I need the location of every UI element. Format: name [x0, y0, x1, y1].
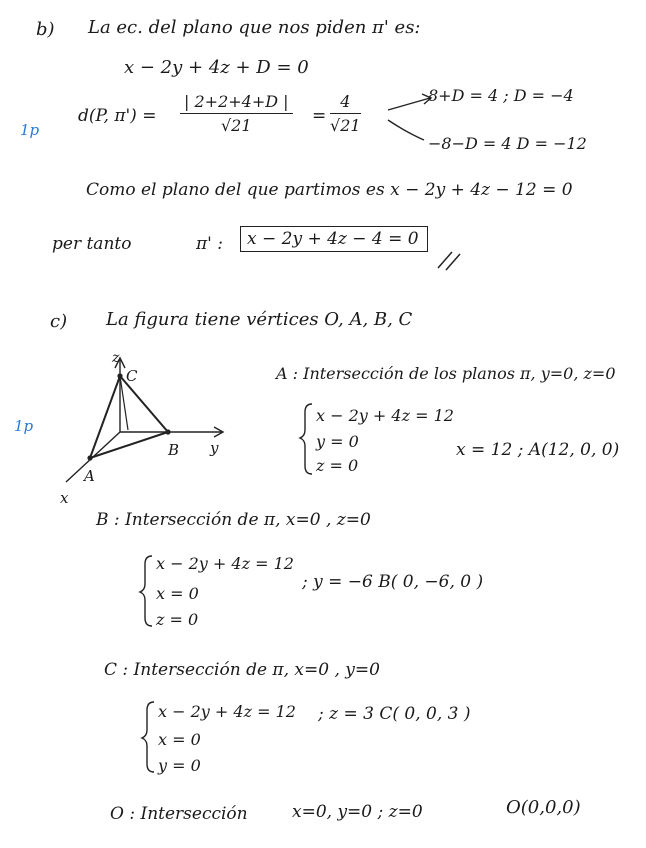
part-b-label: b) — [36, 19, 55, 40]
edge-a-b — [90, 432, 168, 458]
c-sys-eq1: x − 2y + 4z = 12 — [158, 702, 296, 721]
point-b-dot — [165, 429, 170, 434]
o-title: O : Intersección — [110, 804, 248, 824]
o-result: O(0,0,0) — [506, 797, 581, 818]
axis-label-y: y — [210, 439, 219, 457]
brace-c — [142, 702, 154, 772]
conclusion-answer: x − 2y + 4z − 4 = 0 — [240, 226, 428, 252]
part-c-intro: La figura tiene vértices O, A, B, C — [106, 309, 413, 330]
c-sys-eq2: x = 0 — [158, 730, 201, 749]
point-label-c: C — [126, 367, 138, 385]
part-c-label: c) — [50, 311, 68, 332]
conclusion-prefix: per tanto — [52, 234, 132, 254]
b-result: ; y = −6 B( 0, −6, 0 ) — [302, 572, 484, 592]
point-label-b: B — [168, 441, 180, 459]
a-sys-eq3: z = 0 — [316, 456, 359, 475]
a-sys-eq1: x − 2y + 4z = 12 — [316, 406, 454, 425]
distance-denominator: √21 — [220, 116, 252, 135]
b-sys-eq3: z = 0 — [156, 610, 199, 629]
axis-label-z: z — [112, 350, 120, 366]
distance-rhs-numerator: 4 — [330, 92, 361, 114]
arrow-up-line — [388, 98, 430, 110]
b-sys-eq1: x − 2y + 4z = 12 — [156, 554, 294, 573]
b-title: B : Intersección de π, x=0 , z=0 — [96, 510, 371, 530]
brace-b — [140, 556, 152, 626]
o-condition: x=0, y=0 ; z=0 — [292, 802, 423, 822]
case-two: −8−D = 4 D = −12 — [428, 134, 587, 153]
c-result: ; z = 3 C( 0, 0, 3 ) — [318, 704, 471, 724]
a-title: A : Intersección de los planos π, y=0, z=0 — [276, 364, 616, 383]
a-result: x = 12 ; A(12, 0, 0) — [456, 440, 620, 460]
distance-equals: = — [312, 106, 327, 126]
c-title: C : Intersección de π, x=0 , y=0 — [104, 660, 380, 680]
end-mark-icon — [438, 252, 460, 270]
margin-score-b: 1p — [20, 121, 40, 139]
point-a-dot — [87, 455, 92, 460]
case-one: 8+D = 4 ; D = −4 — [428, 86, 574, 105]
a-sys-eq2: y = 0 — [316, 432, 359, 451]
plane-equation: x − 2y + 4z + D = 0 — [124, 57, 309, 78]
arrow-down-line — [388, 120, 424, 140]
axis-label-x: x — [60, 489, 69, 507]
part-b-intro: La ec. del plano que nos piden π' es: — [88, 17, 421, 38]
b-sys-eq2: x = 0 — [156, 584, 199, 603]
conclusion-label: π' : — [196, 234, 223, 254]
distance-lhs: d(P, π') = — [78, 106, 157, 126]
given-plane: Como el plano del que partimos es x − 2y + 4z − 12 = 0 — [86, 180, 573, 200]
point-label-a: A — [84, 467, 95, 485]
brace-a — [300, 404, 312, 474]
point-c-dot — [117, 373, 122, 378]
margin-score-c: 1p — [14, 417, 34, 435]
distance-rhs-denominator: √21 — [330, 116, 361, 135]
c-sys-eq3: y = 0 — [158, 756, 201, 775]
distance-numerator: | 2+2+4+D | — [180, 92, 293, 114]
